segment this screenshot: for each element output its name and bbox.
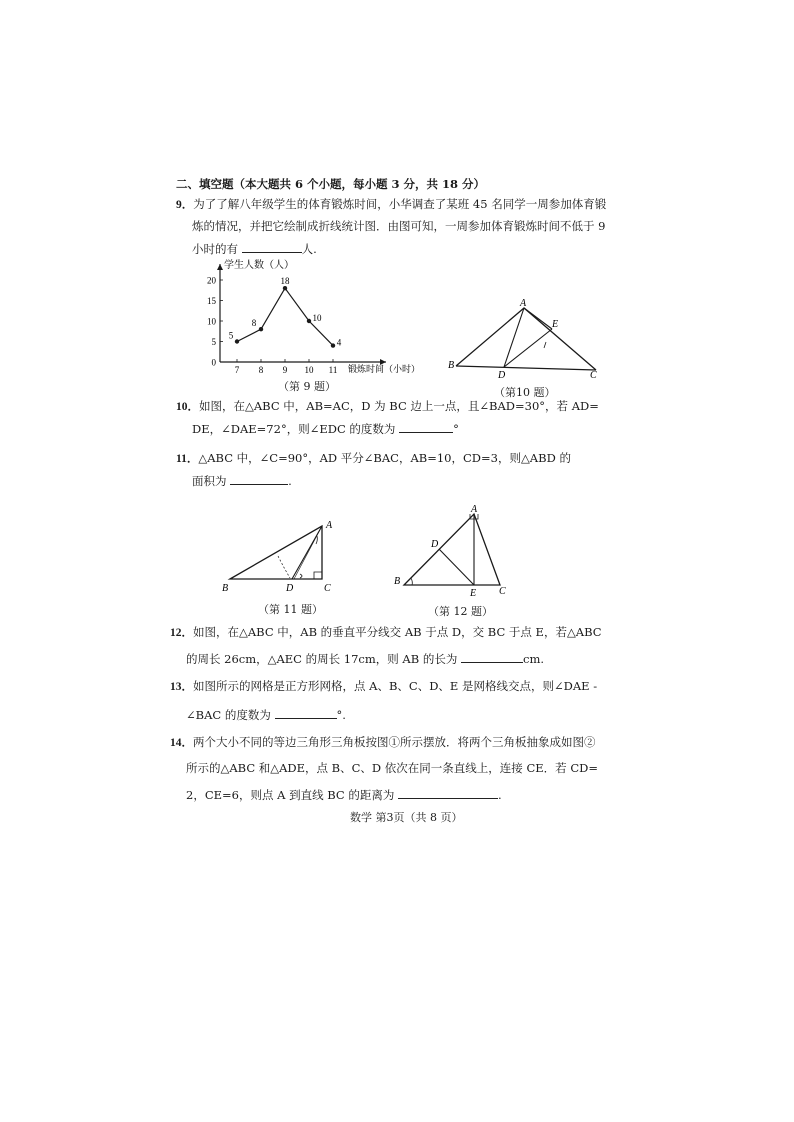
question-11-line-1 bbox=[176, 451, 571, 466]
y-tick-label: 10 bbox=[207, 316, 216, 327]
question-14-line-2: 所示的△ABC 和△ADE，点 B、C、D 依次在同一条直线上，连接 CE．若 CD= bbox=[186, 761, 598, 775]
data-point bbox=[259, 327, 263, 331]
y-tick-label: 5 bbox=[211, 337, 216, 347]
point-b-label: B bbox=[394, 576, 401, 587]
triangle-diagram-q10 bbox=[448, 296, 608, 382]
question-12-unit: cm. bbox=[523, 652, 545, 666]
question-13-text-2: ∠BAC 的度数为 bbox=[186, 708, 271, 722]
point-a-label: A bbox=[471, 504, 478, 515]
question-12-text-2: 的周长 26cm，△AEC 的周长 17cm，则 AB 的长为 bbox=[186, 652, 458, 666]
y-tick-label: 20 bbox=[207, 275, 216, 286]
question-12-line-1 bbox=[170, 625, 602, 640]
point-e-label: E bbox=[552, 319, 559, 330]
question-11-unit: . bbox=[288, 474, 292, 488]
answer-blank-12[interactable] bbox=[461, 651, 523, 663]
x-tick-label: 11 bbox=[328, 365, 338, 375]
y-tick-label: 0 bbox=[211, 357, 216, 368]
triangle-diagram-q11 bbox=[218, 516, 342, 596]
data-label: 4 bbox=[336, 337, 342, 348]
page-footer: 数学 第3页（共 8 页） bbox=[350, 811, 463, 824]
answer-blank-14[interactable] bbox=[398, 787, 498, 799]
point-d-label: D bbox=[431, 539, 439, 550]
point-c-label: C bbox=[324, 583, 331, 594]
y-axis-arrow bbox=[217, 264, 223, 270]
question-14-unit: . bbox=[498, 788, 502, 802]
question-13-line-2 bbox=[186, 707, 346, 722]
figure-12-caption: （第 12 题） bbox=[428, 605, 493, 618]
answer-blank-9[interactable] bbox=[242, 241, 302, 253]
x-tick-label: 10 bbox=[304, 365, 314, 375]
question-11-text-1: △ABC 中，∠C=90°，AD 平分∠BAC，AB=10，CD=3，则△ABD 的 bbox=[198, 451, 571, 465]
question-13-number: 13． bbox=[170, 681, 193, 693]
question-14-text-3: 2，CE=6，则点 A 到直线 BC 的距离为 bbox=[186, 788, 395, 802]
x-tick-label: 7 bbox=[234, 365, 240, 375]
y-tick-label: 15 bbox=[207, 296, 216, 306]
point-b-label: B bbox=[222, 583, 229, 594]
data-point bbox=[235, 339, 239, 343]
question-9-line-2: 炼的情况，并把它绘制成折线统计图．由图可知，一周参加体育锻炼时间不低于 9 bbox=[192, 219, 606, 233]
point-a-label: A bbox=[520, 298, 527, 309]
question-9-line-3 bbox=[192, 241, 317, 256]
question-9-text-3: 小时的有 bbox=[192, 242, 238, 256]
line-chart-q9 bbox=[190, 256, 430, 380]
figure-9-caption: （第 9 题） bbox=[278, 380, 336, 393]
x-tick-label: 9 bbox=[282, 365, 288, 375]
data-point bbox=[307, 319, 311, 323]
answer-blank-10[interactable] bbox=[399, 421, 453, 433]
data-label: 5 bbox=[228, 330, 234, 341]
question-14-line-3 bbox=[186, 787, 502, 802]
question-10-line-1 bbox=[176, 399, 599, 414]
data-point bbox=[283, 286, 287, 290]
figure-10-caption: （第10 题） bbox=[494, 386, 556, 399]
question-12-line-2 bbox=[186, 651, 544, 666]
x-tick-label: 8 bbox=[258, 365, 264, 375]
point-c-label: C bbox=[499, 586, 506, 597]
y-axis-label: 学生人数（人） bbox=[224, 260, 294, 271]
point-d-label: D bbox=[498, 370, 506, 381]
question-14-line-1 bbox=[170, 735, 596, 750]
question-10-unit: ° bbox=[453, 422, 459, 436]
answer-blank-13[interactable] bbox=[275, 707, 337, 719]
section-title: 二、填空题（本大题共 6 个小题，每小题 3 分，共 18 分） bbox=[176, 177, 486, 191]
question-11-line-2 bbox=[192, 473, 292, 488]
question-12-number: 12． bbox=[170, 627, 193, 639]
point-d-label: D bbox=[286, 583, 294, 594]
data-label: 10 bbox=[312, 313, 322, 323]
question-14-text-1: 两个大小不同的等边三角形三角板按图①所示摆放．将两个三角板抽象成如图② bbox=[193, 735, 596, 749]
question-13-unit: °. bbox=[336, 708, 346, 722]
question-10-number: 10． bbox=[176, 401, 199, 413]
point-a-label: A bbox=[326, 520, 333, 531]
question-9-text-1: 为了了解八年级学生的体育锻炼时间，小华调查了某班 45 名同学一周参加体育锻 bbox=[193, 197, 607, 211]
data-label: 8 bbox=[251, 318, 257, 329]
data-point bbox=[331, 343, 335, 347]
question-10-line-2 bbox=[192, 421, 459, 436]
question-10-text-2: DE，∠DAE=72°，则∠EDC 的度数为 bbox=[192, 422, 396, 436]
question-11-number: 11． bbox=[176, 453, 199, 465]
triangle-diagram-q12 bbox=[390, 502, 514, 598]
x-axis-label: 锻炼时间（小时） bbox=[348, 364, 421, 374]
question-12-text-1: 如图，在△ABC 中，AB 的垂直平分线交 AB 于点 D，交 BC 于点 E，若△ABC bbox=[193, 625, 602, 639]
data-label: 18 bbox=[280, 276, 290, 287]
point-c-label: C bbox=[590, 370, 597, 381]
answer-blank-11[interactable] bbox=[230, 473, 288, 485]
point-e-label: E bbox=[470, 588, 477, 598]
question-11-text-2: 面积为 bbox=[192, 474, 227, 488]
question-9-line-1 bbox=[176, 197, 606, 212]
question-10-text-1: 如图，在△ABC 中，AB=AC，D 为 BC 边上一点，且∠BAD=30°，若 AD= bbox=[199, 399, 599, 413]
point-b-label: B bbox=[448, 360, 455, 371]
question-9-unit: 人. bbox=[301, 242, 317, 256]
question-9-number: 9． bbox=[176, 199, 194, 211]
figure-11-caption: （第 11 题） bbox=[258, 603, 323, 616]
question-13-text-1: 如图所示的网格是正方形网格，点 A、B、C、D、E 是网格线交点，则∠DAE - bbox=[193, 679, 598, 693]
question-14-number: 14． bbox=[170, 737, 193, 749]
question-13-line-1 bbox=[170, 679, 597, 694]
